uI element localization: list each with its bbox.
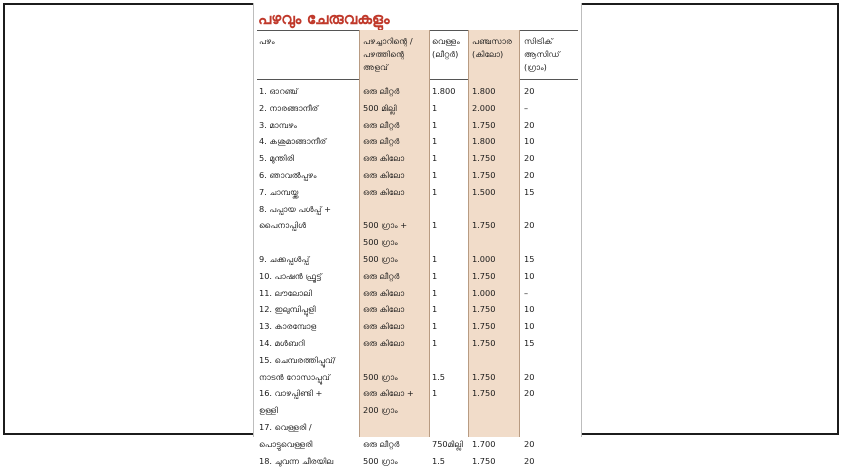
table-cell-amount: ഒരു കിലോ	[363, 186, 405, 197]
table-cell-water: 1	[432, 287, 438, 298]
table-cell-acid: –	[524, 287, 529, 298]
table-cell-acid: 20	[524, 119, 535, 130]
table-cell-amount: 200 ഗ്രാം	[363, 405, 398, 416]
table-cell-fruit: 11. ലൗലോലി	[259, 287, 312, 298]
table-cell-amount: ഒരു ലീറ്റർ	[363, 136, 400, 147]
table-cell-water: 1.5	[432, 455, 446, 466]
table-cell-sugar: 1.750	[472, 270, 496, 281]
table-cell-fruit: 17. വെള്ളരി /	[259, 422, 312, 432]
table-cell-acid: 20	[524, 170, 535, 180]
table-cell-water: 750മില്ലി	[432, 438, 463, 449]
table-cell-water: 1	[432, 254, 438, 264]
table-cell-sugar: 1.750	[472, 388, 496, 399]
table-cell-water: 1	[432, 270, 438, 281]
table-cell-amount: ഒരു കിലോ	[363, 153, 405, 164]
column-divider	[468, 30, 469, 437]
table-cell-acid: 15	[524, 254, 535, 264]
header-amount: അളവ്	[363, 62, 388, 72]
table-cell-sugar: 2.000	[472, 102, 496, 113]
header-water: വെള്ളം	[432, 36, 460, 46]
table-cell-amount: ഒരു ലീറ്റർ	[363, 119, 400, 130]
table-cell-fruit: 8. പപ്പായ പൾപ്പ് +	[259, 203, 331, 214]
table-cell-fruit: 4. കശുമാങ്ങാനീര്	[259, 136, 327, 147]
table-cell-water: 1	[432, 220, 438, 231]
table-cell-water: 1	[432, 338, 438, 348]
table-cell-water: 1	[432, 388, 438, 399]
table-cell-amount: ഒരു കിലോ +	[363, 388, 414, 399]
table-cell-sugar: 1.000	[472, 254, 496, 264]
table-cell-amount: ഒരു കിലോ	[363, 321, 405, 332]
header-amount: പഴച്ചാറിന്റെ /	[363, 36, 413, 46]
table-cell-sugar: 1.750	[472, 304, 496, 315]
table-cell-amount: ഒരു കിലോ	[363, 287, 405, 298]
table-cell-fruit: 3. മാമ്പഴം	[259, 119, 297, 130]
table-cell-acid: 20	[524, 220, 535, 231]
table-cell-fruit: 13. കാരമ്പോള	[259, 321, 317, 332]
table-cell-amount: ഒരു ലീറ്റർ	[363, 86, 400, 96]
column-divider	[519, 30, 520, 437]
table-cell-sugar: 1.000	[472, 287, 496, 298]
table-cell-fruit: 14. മൾബറി	[259, 338, 305, 348]
table-cell-fruit: 1. ഓറഞ്ച്	[259, 86, 298, 96]
table-cell-amount: 500 ഗ്രാം	[363, 237, 398, 248]
table-cell-acid: 20	[524, 388, 535, 399]
table-cell-amount: ഒരു ലീറ്റർ	[363, 270, 400, 281]
table-cell-sugar: 1.750	[472, 338, 496, 348]
header-water: (ലീറ്റർ)	[432, 49, 459, 59]
table-cell-acid: 10	[524, 321, 535, 332]
table-cell-amount: ഒരു കിലോ	[363, 304, 405, 315]
table-cell-acid: 20	[524, 438, 535, 449]
table-cell-sugar: 1.750	[472, 153, 496, 164]
table-cell-fruit: 7. ചാമ്പയ്ക്ക	[259, 186, 299, 197]
table-cell-acid: 10	[524, 270, 535, 281]
table-cell-fruit: 2. നാരങ്ങാനീര്	[259, 102, 319, 113]
table-cell-acid: 10	[524, 136, 535, 147]
header-amount: പഴത്തിന്റെ	[363, 49, 405, 59]
table-cell-sugar: 1.750	[472, 170, 496, 180]
table-cell-fruit: 10. പാഷൻ ഫ്രൂട്ട്	[259, 270, 322, 281]
table-cell-fruit: നാടൻ റോസാപ്പൂവ്	[259, 371, 330, 382]
table-cell-sugar: 1.800	[472, 136, 496, 147]
table-cell-water: 1.5	[432, 371, 446, 382]
column-divider	[429, 30, 430, 437]
table-cell-acid: 15	[524, 186, 535, 197]
table-cell-sugar: 1.750	[472, 119, 496, 130]
table-cell-sugar: 1.500	[472, 186, 496, 197]
table-cell-sugar: 1.750	[472, 371, 496, 382]
column-divider	[359, 30, 360, 437]
table-cell-fruit: 5. മുന്തിരി	[259, 153, 295, 164]
table-cell-fruit: 15. ചെമ്പരത്തിപ്പൂവ്/	[259, 354, 336, 365]
table-cell-amount: ഒരു കിലോ	[363, 338, 405, 348]
header-acid: (ഗ്രാം)	[524, 62, 547, 72]
table-cell-amount: 500 ഗ്രാം	[363, 371, 398, 382]
table-cell-water: 1	[432, 186, 438, 197]
table-cell-amount: 500 മില്ലി	[363, 102, 397, 113]
table-cell-acid: 20	[524, 371, 535, 382]
table-cell-water: 1	[432, 119, 438, 130]
table-cell-amount: 500 ഗ്രാം +	[363, 220, 408, 231]
table-cell-water: 1	[432, 153, 438, 164]
table-cell-fruit: 9. ചക്കപ്പൾപ്പ്	[259, 254, 310, 264]
table-cell-fruit: പൈനാപ്പിൾ	[259, 220, 307, 231]
fruit-recipe-table	[253, 3, 582, 466]
table-cell-fruit: 18. ചുവന്ന ചീരയില	[259, 455, 334, 466]
header-acid: ആസിഡ്	[524, 49, 560, 59]
table-cell-fruit: 16. വാഴപ്പിണ്ടി +	[259, 388, 323, 399]
table-cell-water: 1	[432, 102, 438, 113]
table-cell-fruit: 6. ഞാവൽപ്പഴം	[259, 170, 317, 180]
table-cell-acid: 15	[524, 338, 535, 348]
header-fruit: പഴം	[259, 36, 275, 46]
table-cell-acid: –	[524, 102, 529, 113]
table-cell-water: 1	[432, 321, 438, 332]
table-cell-sugar: 1.800	[472, 86, 496, 96]
table-cell-sugar: 1.750	[472, 455, 496, 466]
header-sugar: (കിലോ)	[472, 49, 504, 59]
table-cell-acid: 20	[524, 153, 535, 164]
table-cell-sugar: 1.700	[472, 438, 496, 449]
table-cell-acid: 10	[524, 304, 535, 315]
table-cell-amount: 500 ഗ്രാം	[363, 254, 398, 264]
table-cell-sugar: 1.750	[472, 321, 496, 332]
table-cell-water: 1	[432, 170, 438, 180]
table-cell-water: 1	[432, 136, 438, 147]
table-cell-acid: 20	[524, 86, 535, 96]
table-cell-water: 1.800	[432, 86, 456, 96]
table-cell-water: 1	[432, 304, 438, 315]
table-cell-fruit: ഉള്ളി	[259, 405, 278, 416]
table-cell-amount: ഒരു ലീറ്റർ	[363, 438, 400, 449]
table-cell-fruit: പൊട്ടുവെള്ളരി	[259, 438, 313, 449]
header-sugar: പഞ്ചസാര	[472, 36, 512, 46]
table-cell-fruit: 12. ഇലുമ്പിപ്പുളി	[259, 304, 316, 315]
table-cell-sugar: 1.750	[472, 220, 496, 231]
table-cell-amount: 500 ഗ്രാം	[363, 455, 398, 466]
table-cell-amount: ഒരു കിലോ	[363, 170, 405, 180]
table-cell-acid: 20	[524, 455, 535, 466]
page-title: പഴവും ചേരുവകളും	[258, 10, 390, 28]
header-acid: സിട്രിക്	[524, 36, 553, 46]
